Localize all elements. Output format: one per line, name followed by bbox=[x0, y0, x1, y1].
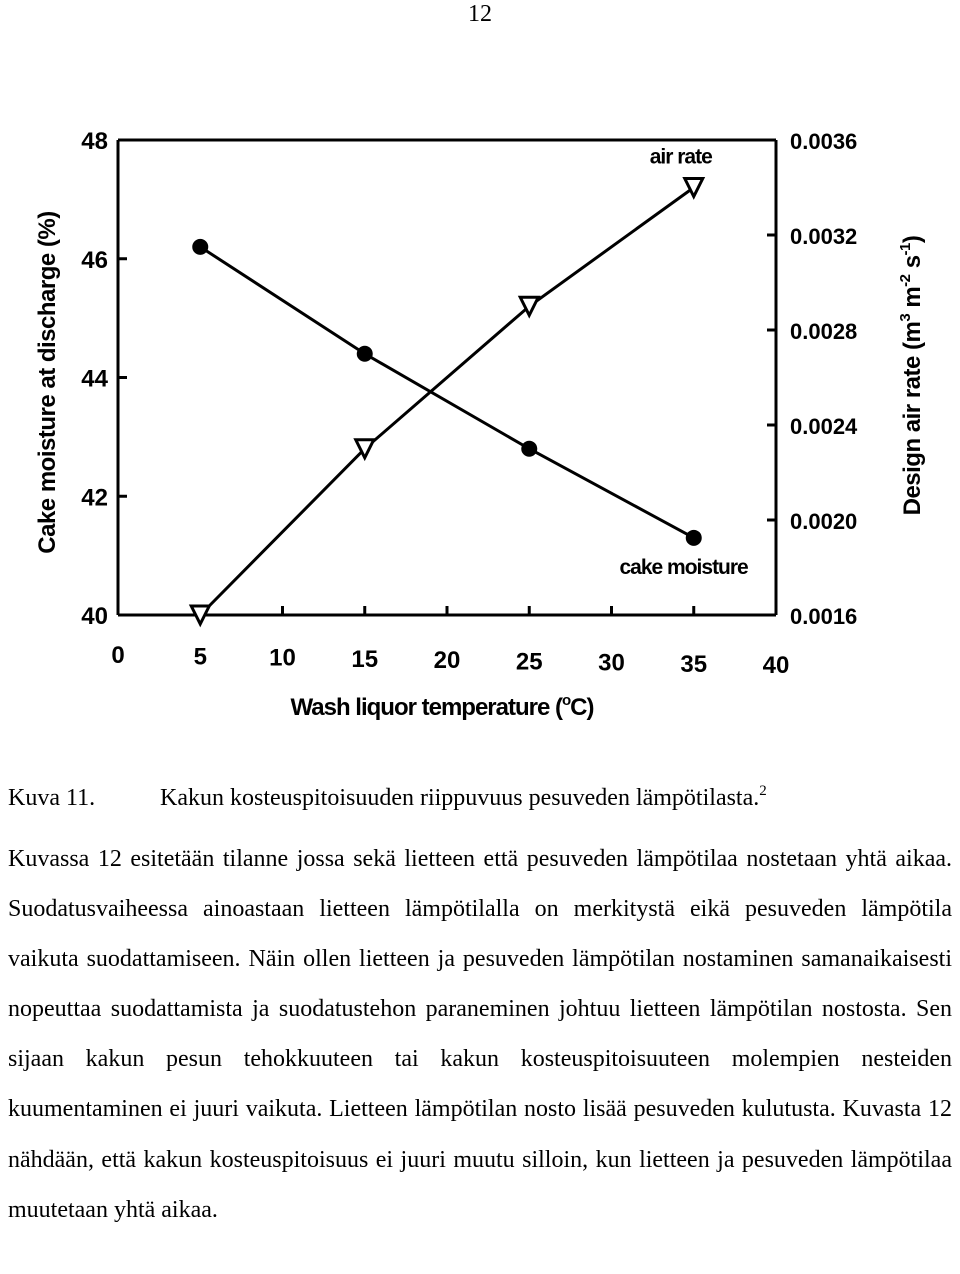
x-tick-label: 0 bbox=[111, 642, 125, 669]
y2-tick-label: 0.0036 bbox=[790, 129, 858, 154]
air-rate-series-label: air rate bbox=[649, 145, 712, 169]
x-axis-title-text: Wash liquor temperature ( bbox=[290, 694, 562, 721]
x-axis-title bbox=[291, 692, 594, 721]
cake-moisture-line bbox=[200, 247, 694, 538]
x-tick-label: 25 bbox=[515, 648, 543, 676]
y2-tick-label: 0.0028 bbox=[790, 319, 858, 344]
page-number: 12 bbox=[468, 1, 492, 27]
x-tick-label: 35 bbox=[680, 650, 708, 678]
caption-label: Kuva 11. bbox=[8, 785, 96, 811]
x-tick-label: 20 bbox=[433, 647, 461, 674]
y2-tick-label: 0.0016 bbox=[790, 604, 858, 629]
y2-axis-title-text: m bbox=[899, 286, 926, 314]
x-axis-title-unit: C) bbox=[570, 694, 594, 721]
y2-tick-label: 0.0032 bbox=[790, 224, 858, 249]
y2-tick-label: 0.0024 bbox=[790, 414, 858, 439]
y2-axis-title-text: Design air rate (m bbox=[899, 321, 926, 516]
y2-axis-title-exp: -1 bbox=[897, 243, 914, 256]
cake-moisture-point bbox=[521, 441, 537, 457]
cake-moisture-series-label: cake moisture bbox=[619, 555, 748, 579]
y-tick-label: 40 bbox=[81, 603, 108, 630]
x-tick-label: 5 bbox=[193, 643, 207, 671]
y2-axis-title-exp: -2 bbox=[897, 274, 914, 287]
figure-caption bbox=[8, 780, 952, 816]
y-tick-label: 46 bbox=[81, 246, 108, 274]
x-tick-label: 15 bbox=[351, 645, 379, 673]
y2-axis-title bbox=[897, 236, 926, 516]
y-tick-label: 42 bbox=[81, 484, 108, 512]
y2-axis-title-text: s bbox=[899, 255, 926, 275]
cake-moisture-point bbox=[686, 530, 702, 546]
caption-text: Kakun kosteuspitoisuuden riippuvuus pesuveden lämpötilasta. bbox=[160, 785, 760, 811]
x-tick-label: 30 bbox=[598, 649, 625, 677]
y2-axis-title-exp: 3 bbox=[897, 313, 914, 322]
y-tick-label: 44 bbox=[81, 365, 108, 393]
line-chart bbox=[0, 110, 960, 730]
chart-ticks bbox=[81, 128, 858, 679]
x-tick-label: 10 bbox=[269, 644, 296, 672]
cake-moisture-point bbox=[192, 239, 208, 255]
y-axis-title: Cake moisture at discharge (%) bbox=[34, 211, 61, 554]
x-tick-label: 40 bbox=[762, 652, 790, 679]
body-paragraph: Kuvassa 12 esitetään tilanne jossa sekä lietteen että pesuveden lämpötilaa nostetaan yhtä aikaa. Suodatusvaiheessa ainoastaan lietteen lämpötilalla on merkitystä eikä pesuveden lämpötila vaikuta suodattamiseen. Näin ollen lietteen ja pesuveden lämpötilan nostaminen samanaikaisesti nopeuttaa suodattamista ja suodatustehon paraneminen johtuu lietteen lämpötilan nostosta. Sen sijaan kakun pesun tehokkuuteen tai kakun kosteuspitoisuuteen molempien nesteiden kuumentaminen ei juuri vaikuta. Lietteen lämpötilan nosto lisää pesuveden kulutusta. Kuvasta 12 nähdään, että kakun kosteuspitoisuus ei juuri muutu silloin, kun lietteen ja pesuveden lämpötilaa muutetaan yhtä aikaa. bbox=[8, 846, 952, 1223]
y-tick-label: 48 bbox=[81, 128, 108, 155]
x-axis-title-degree: o bbox=[561, 692, 571, 709]
caption-reference: 2 bbox=[759, 783, 767, 799]
y2-tick-label: 0.0020 bbox=[790, 509, 858, 534]
cake-moisture-point bbox=[357, 346, 373, 362]
y2-axis-title-text: ) bbox=[899, 235, 926, 244]
